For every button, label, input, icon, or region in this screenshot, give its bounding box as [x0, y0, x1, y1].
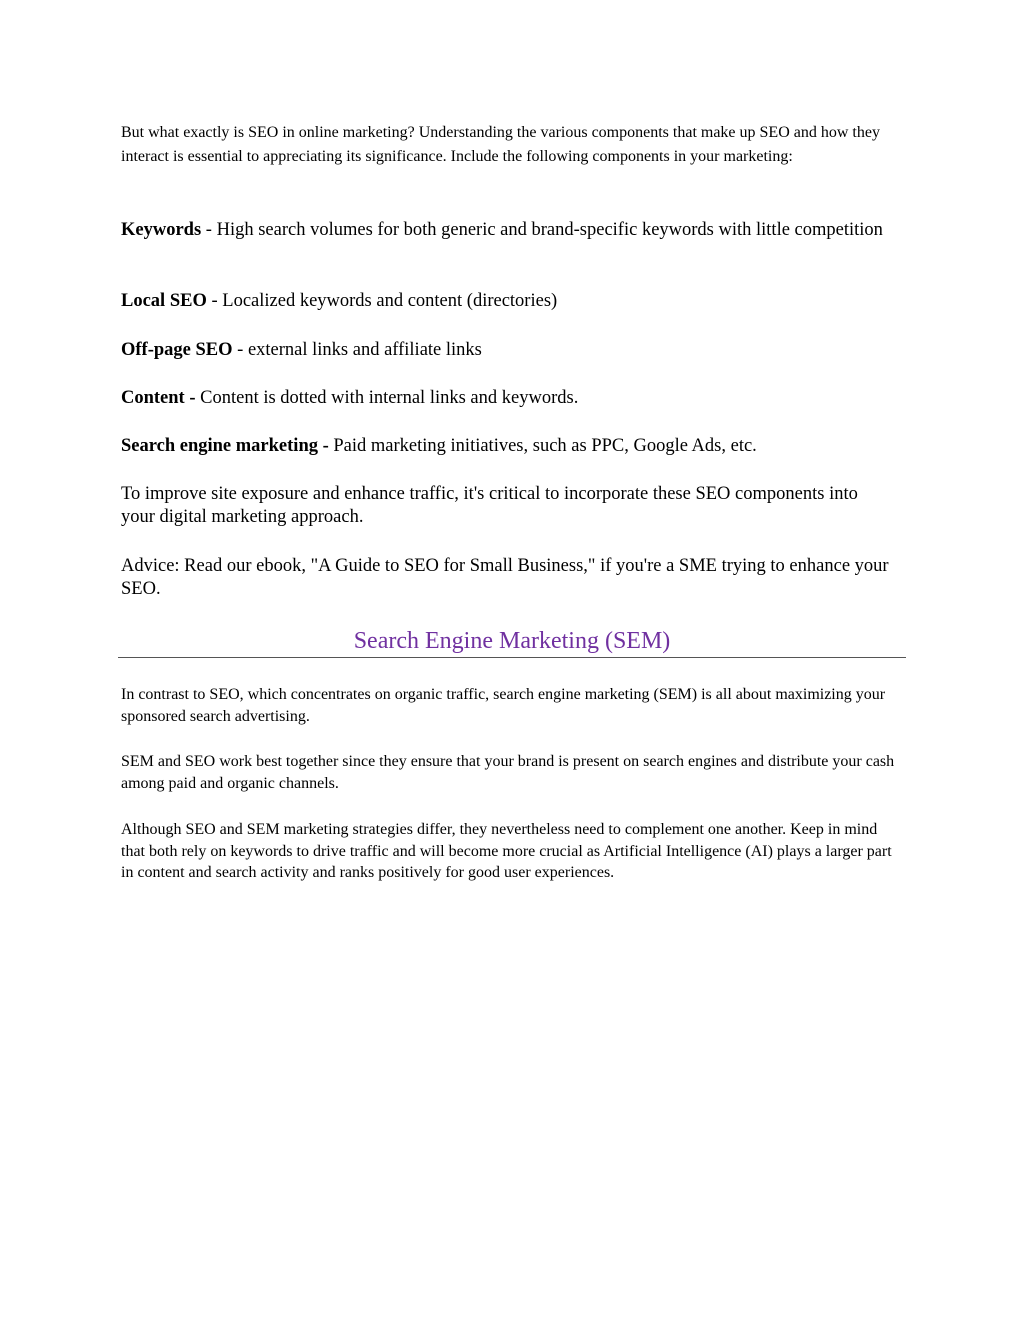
component-term: Off-page SEO [121, 340, 233, 360]
component-term: Content - [121, 388, 196, 408]
component-local-seo [121, 290, 896, 313]
improve-paragraph: To improve site exposure and enhance traffic, it's critical to incorporate these SEO components into your digital marketing approach. [121, 484, 858, 527]
component-keywords [121, 219, 896, 242]
sem-heading-text: Search Engine Marketing (SEM) [353, 628, 671, 654]
sem-heading [118, 626, 906, 658]
component-term: Keywords [121, 220, 202, 240]
component-separator: - [201, 220, 217, 240]
component-separator: - [206, 291, 223, 311]
sem-paragraph: Although SEO and SEM marketing strategies differ, they nevertheless need to complement one another. Keep in mind that both rely on keywords to drive traffic and will become more crucial as Artificial Intelligence (AI) plays a larger part in content and search activity and ranks positively for good user experiences. [121, 821, 892, 881]
advice-paragraph: Advice: Read our ebook, "A Guide to SEO for Small Business," if you're a SME trying to enhance your SEO. [121, 556, 889, 599]
component-separator: - [232, 340, 248, 360]
component-description: High search volumes for both generic and brand-specific keywords with little competition [216, 220, 883, 240]
component-term: Search engine marketing - [121, 436, 329, 456]
sem-paragraph: In contrast to SEO, which concentrates on organic traffic, search engine marketing (SEM) is all about maximizing your sponsored search advertising. [121, 686, 886, 725]
component-description: Content is dotted with internal links and keywords. [200, 388, 579, 408]
component-content [121, 387, 896, 410]
component-term: Local SEO [121, 291, 207, 311]
component-description: Localized keywords and content (directories) [222, 291, 558, 311]
component-description: Paid marketing initiatives, such as PPC, Google Ads, etc. [333, 436, 757, 456]
intro-paragraph: But what exactly is SEO in online marketing? Understanding the various components that make up SEO and how they interact is essential to appreciating its significance. Include the following components in your marketing: [121, 124, 880, 165]
sem-paragraph: SEM and SEO work best together since they ensure that your brand is present on search engines and distribute your cash among paid and organic channels. [121, 753, 895, 792]
component-search-engine-marketing [121, 435, 896, 458]
component-description: external links and affiliate links [247, 340, 482, 360]
component-off-page-seo [121, 339, 896, 362]
